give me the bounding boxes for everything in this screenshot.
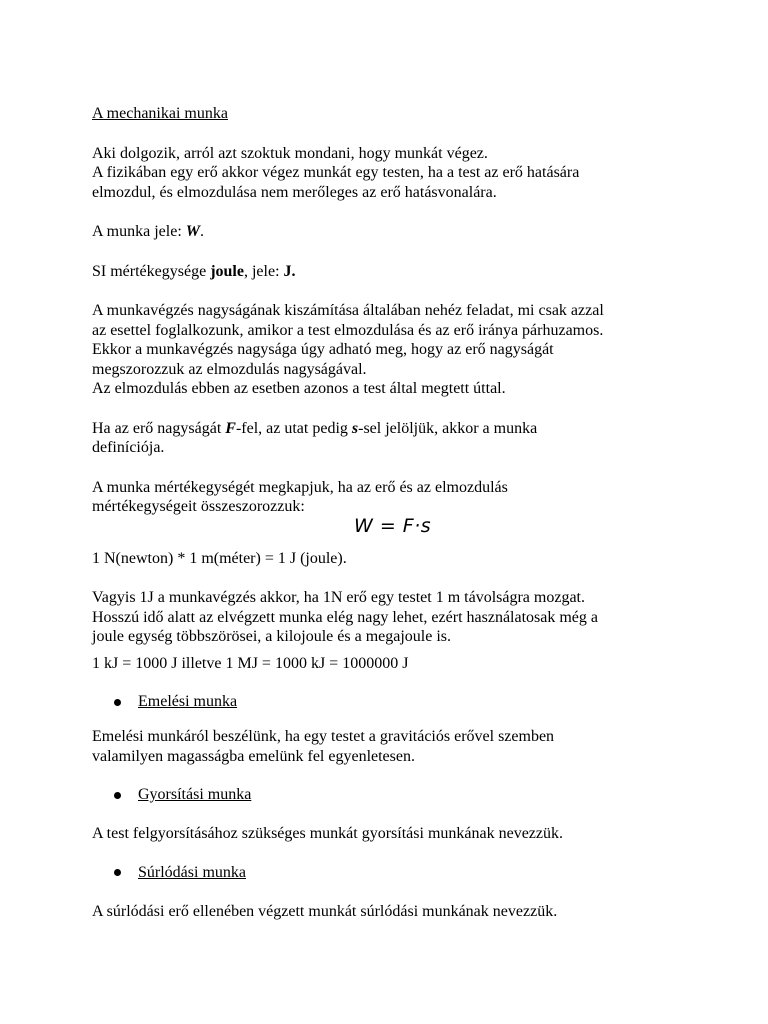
lifting-paragraph — [92, 727, 732, 766]
definition-paragraph — [92, 419, 732, 458]
def-line-2: definíciója. — [92, 439, 165, 456]
bullet-icon — [114, 869, 121, 876]
lifting-heading: Emelési munka — [138, 693, 238, 710]
symbol-paragraph — [92, 222, 732, 242]
intro-line-2: A fizikában egy erő akkor végez munkát egy testen, ha a test az erő hatására — [92, 164, 580, 181]
friction-paragraph: A súrlódási erő ellenében végzett munkát súrlódási munkának nevezzük. — [92, 902, 558, 920]
lifting-line-2: valamilyen magasságba emelünk fel egyenletesen. — [92, 747, 415, 765]
document-page — [92, 104, 732, 921]
calculation-paragraph — [92, 301, 732, 399]
work-formula — [92, 514, 732, 539]
unit-name: joule — [210, 262, 244, 280]
explanation-paragraph — [92, 588, 732, 647]
si-prefix: SI mértékegysége — [92, 262, 211, 280]
symbol-prefix: A munka jele: — [92, 223, 186, 240]
calc-line-4: megszorozzuk az elmozdulás nagyságával. — [92, 360, 367, 378]
explanation-line-1: Vagyis 1J a munkavégzés akkor, ha 1N erő egy testet 1 m távolságra mozgat. — [92, 589, 585, 606]
def-part-2: -fel, az utat pedig — [235, 419, 352, 437]
unit-symbol: J. — [283, 262, 296, 280]
intro-line-3: elmozdul, és elmozdulása nem merőleges az erő hatásvonalára. — [92, 183, 497, 201]
si-middle: , jele: — [243, 262, 284, 280]
calc-line-2: az esettel foglalkozunk, amikor a test elmozdulása és az erő iránya párhuzamos. — [92, 321, 604, 339]
symbol-suffix: . — [200, 223, 204, 240]
force-symbol: F — [225, 419, 236, 437]
acceleration-paragraph: A test felgyorsításához szükséges munkát gyorsítási munkának nevezzük. — [92, 825, 563, 842]
path-symbol: s — [351, 419, 359, 437]
friction-heading: Súrlódási munka — [138, 863, 246, 881]
lifting-line-1: Emelési munkáról beszélünk, ha egy testet a gravitációs erővel szemben — [92, 728, 555, 745]
explanation-line-3: joule egység többszörösei, a kilojoule és a megajoule is. — [92, 628, 452, 645]
page-title: A mechanikai munka — [92, 105, 228, 122]
def-part-3: -sel jelöljük, akkor a munka — [358, 419, 538, 437]
section-heading-acceleration — [92, 786, 732, 804]
calc-line-5: Az elmozdulás ebben az esetben azonos a test által megtett úttal. — [92, 380, 506, 397]
formula-text: W = F·s — [354, 514, 432, 537]
derivation-line-1: A munka mértékegységét megkapjuk, ha az erő és az elmozdulás — [92, 478, 508, 496]
explanation-line-2: Hosszú idő alatt az elvégzett munka elég nagy lehet, ezért használatosak még a — [92, 608, 599, 626]
intro-paragraph — [92, 144, 732, 203]
unit-equation: 1 N(newton) * 1 m(méter) = 1 J (joule). — [92, 549, 347, 567]
acceleration-heading: Gyorsítási munka — [138, 786, 252, 803]
calc-line-3: Ekkor a munkavégzés nagysága úgy adható meg, hogy az erő nagyságát — [92, 341, 554, 358]
intro-line-1: Aki dolgozik, arról azt szoktuk mondani, hogy munkát végez. — [92, 144, 488, 162]
bullet-icon — [114, 792, 121, 799]
def-part-1: Ha az erő nagyságát — [92, 419, 226, 437]
derivation-line-2: mértékegységeit összeszorozzuk: — [92, 498, 305, 515]
bullet-icon — [114, 699, 121, 706]
calc-line-1: A munkavégzés nagyságának kiszámítása általában nehéz feladat, mi csak azzal — [92, 302, 604, 319]
work-symbol: W — [185, 223, 200, 240]
multiples-line: 1 kJ = 1000 J illetve 1 MJ = 1000 kJ = 1000000 J — [92, 654, 409, 672]
si-unit-paragraph — [92, 262, 732, 282]
section-heading-lifting — [92, 693, 732, 711]
unit-derivation-paragraph — [92, 478, 732, 517]
section-heading-friction — [92, 864, 732, 882]
